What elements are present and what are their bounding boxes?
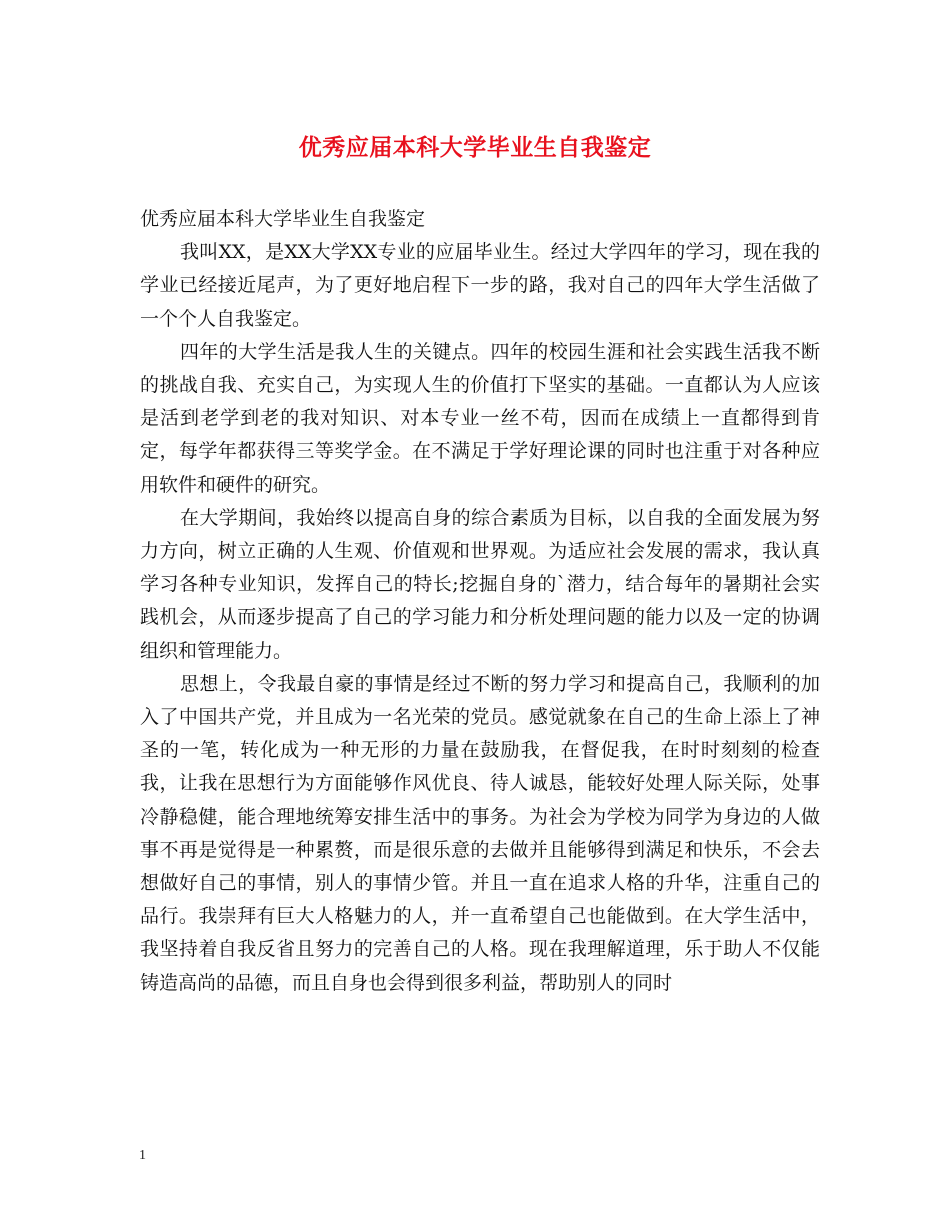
document-title: 优秀应届本科大学毕业生自我鉴定 bbox=[298, 134, 652, 161]
page-number: 1 bbox=[139, 1148, 146, 1163]
paragraph-3: 在大学期间，我始终以提高自身的综合素质为目标，以自我的全面发展为努力方向，树立正确的人生观、价值观和世界观。为适应社会发展的需求，我认真学习各种专业知识，发挥自己的特长;挖掘自身的`潜力，结合每年的暑期社会实践机会，从而逐步提高了自己的学习能力和分析处理问题的能力以及一定的协调组织和管理能力。 bbox=[140, 506, 820, 662]
document-body bbox=[140, 203, 820, 1000]
paragraph-2: 四年的大学生活是我人生的关键点。四年的校园生涯和社会实践生活我不断的挑战自我、充实自己，为实现人生的价值打下坚实的基础。一直都认为人应该是活到老学到老的我对知识、对本专业一丝不苟，因而在成绩上一直都得到肯定，每学年都获得三等奖学金。在不满足于学好理论课的同时也注重于对各种应用软件和硬件的研究。 bbox=[140, 340, 820, 496]
document-subtitle: 优秀应届本科大学毕业生自我鉴定 bbox=[140, 208, 426, 230]
paragraph-1: 我叫XX，是XX大学XX专业的应届毕业生。经过大学四年的学习，现在我的学业已经接近尾声，为了更好地启程下一步的路，我对自己的四年大学生活做了一个个人自我鉴定。 bbox=[140, 241, 820, 330]
paragraph-4: 思想上，令我最自豪的事情是经过不断的努力学习和提高自己，我顺利的加入了中国共产党，并且成为一名光荣的党员。感觉就象在自己的生命上添上了神圣的一笔，转化成为一种无形的力量在鼓励我，在督促我，在时时刻刻的检查我，让我在思想行为方面能够作风优良、待人诚恳，能较好处理人际关际，处事冷静稳健，能合理地统筹安排生活中的事务。为社会为学校为同学为身边的人做事不再是觉得是一种累赘，而是很乐意的去做并且能够得到满足和快乐，不会去想做好自己的事情，别人的事情少管。并且一直在追求人格的升华，注重自己的品行。我崇拜有巨大人格魅力的人，并一直希望自己也能做到。在大学生活中，我坚持着自我反省且努力的完善自己的人格。现在我理解道理，乐于助人不仅能铸造高尚的品德，而且自身也会得到很多利益，帮助别人的同时 bbox=[140, 672, 820, 994]
